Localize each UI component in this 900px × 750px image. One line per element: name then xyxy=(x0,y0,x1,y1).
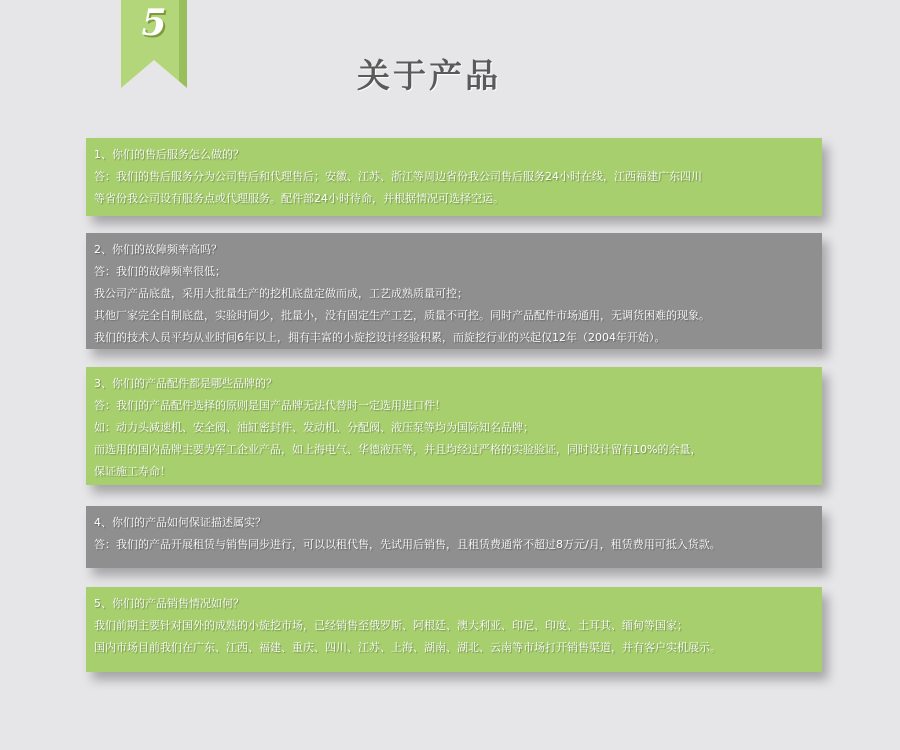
step-number: 5 xyxy=(141,2,167,44)
page-title: 关于产品 xyxy=(357,56,501,95)
faq-answer-line: 等省份我公司设有服务点或代理服务。配件部24小时待命，并根据情况可选择空运。 xyxy=(94,192,504,205)
faq-item-failure-rate xyxy=(86,233,822,349)
faq-answer-line: 答：我们的产品开展租赁与销售同步进行，可以以租代售，先试用后销售，且租赁费通常不超过8万元/月，租赁费用可抵入货款。 xyxy=(94,538,721,551)
faq-answer-line: 答：我们的售后服务分为公司售后和代理售后；安徽、江苏、浙江等周边省份我公司售后服务24小时在线，江西福建广东四川 xyxy=(94,170,702,183)
faq-question: 5、你们的产品销售情况如何？ xyxy=(94,597,244,610)
faq-answer-line: 答：我们的产品配件选择的原则是国产品牌无法代替时一定选用进口件！ xyxy=(94,399,446,412)
faq-answer-line: 我公司产品底盘，采用大批量生产的挖机底盘定做而成，工艺成熟质量可控； xyxy=(94,287,468,300)
faq-question: 1、你们的售后服务怎么做的？ xyxy=(94,148,244,161)
faq-answer-line: 我们前期主要针对国外的成熟的小旋挖市场，已经销售至俄罗斯、阿根廷、澳大利亚、印尼、印度、土耳其、缅甸等国家； xyxy=(94,619,688,632)
faq-question: 4、你们的产品如何保证描述属实？ xyxy=(94,516,266,529)
step-number-ribbon xyxy=(121,0,187,88)
faq-answer-line: 保证施工寿命！ xyxy=(94,465,171,478)
faq-answer-line: 其他厂家完全自制底盘，实验时间少，批量小，没有固定生产工艺，质量不可控。同时产品配件市场通用，无调货困难的现象。 xyxy=(94,309,710,322)
faq-answer-line: 如：动力头减速机、安全阀、油缸密封件、发动机、分配阀、液压泵等均为国际知名品牌； xyxy=(94,421,534,434)
faq-question: 2、你们的故障频率高吗？ xyxy=(94,243,222,256)
faq-answer-line: 答：我们的故障频率很低； xyxy=(94,265,226,278)
faq-item-sales-status xyxy=(86,587,822,672)
faq-item-description-accuracy xyxy=(86,506,822,568)
faq-answer-line: 而选用的国内品牌主要为军工企业产品，如上海电气、华德液压等，并且均经过严格的实验验证，同时设计留有10%的余量， xyxy=(94,443,702,456)
faq-item-parts-brands xyxy=(86,367,822,485)
faq-answer-line: 我们的技术人员平均从业时间6年以上，拥有丰富的小旋挖设计经验积累，而旋挖行业的兴起仅12年（2004年开始）。 xyxy=(94,331,666,344)
faq-item-after-sales xyxy=(86,138,822,216)
faq-answer-line: 国内市场目前我们在广东、江西、福建、重庆、四川、江苏、上海、湖南、湖北、云南等市场打开销售渠道，并有客户实机展示。 xyxy=(94,641,721,654)
faq-question: 3、你们的产品配件都是哪些品牌的？ xyxy=(94,377,277,390)
